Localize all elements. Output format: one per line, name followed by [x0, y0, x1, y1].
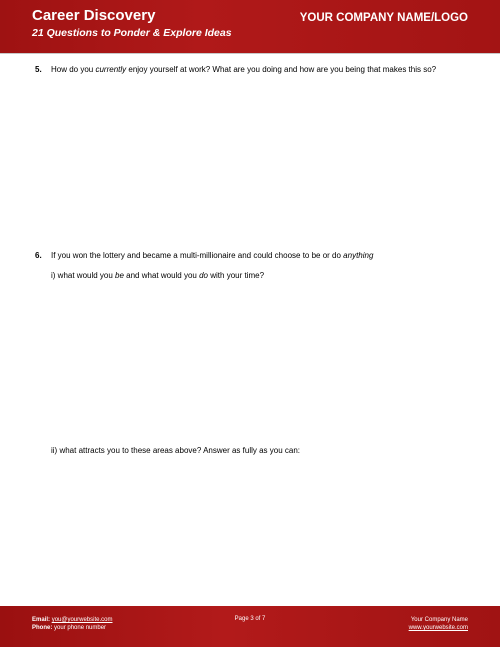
- question-6-sub-2: ii) what attracts you to these areas above? Answer as fully as you can:: [51, 446, 301, 455]
- sub-1-part-a: i) what would you: [51, 271, 116, 280]
- sub-1-part-c: with your time?: [208, 271, 265, 280]
- sub-1-part-b: and what would you: [123, 271, 200, 280]
- question-5-emphasis: currently: [95, 65, 127, 74]
- question-6-text-start: If you won the lottery and became a multi-millionaire and could choose to be or do: [51, 251, 344, 260]
- document-title: Career Discovery: [32, 7, 156, 24]
- email-link[interactable]: you@yourwebsite.com: [51, 617, 113, 623]
- question-5-text-end: enjoy yourself at work? What are you doing and how are you being that makes this so?: [126, 65, 437, 74]
- question-5-text-start: How do you: [51, 65, 96, 74]
- website-link[interactable]: www.yourwebsite.com: [408, 625, 468, 631]
- company-name: Your Company Name: [410, 617, 468, 623]
- sub-1-do: do: [199, 271, 209, 280]
- question-6-number: 6.: [35, 251, 42, 260]
- question-6-text: [51, 251, 373, 260]
- phone-label: Phone:: [32, 625, 53, 631]
- email-label: Email:: [32, 617, 51, 623]
- phone-value: your phone number: [54, 625, 107, 631]
- page-footer: [0, 606, 500, 647]
- question-6-emphasis: anything: [343, 251, 374, 260]
- sub-1-be: be: [115, 271, 124, 280]
- question-5-text: [51, 65, 436, 74]
- company-logo-text: YOUR COMPANY NAME/LOGO: [299, 12, 468, 24]
- question-6-sub-1: [51, 271, 264, 280]
- question-5-number: 5.: [35, 65, 42, 74]
- page-header: [0, 0, 500, 54]
- document-subtitle: 21 Questions to Ponder & Explore Ideas: [32, 27, 232, 39]
- footer-company: [409, 616, 468, 632]
- page-number: Page 3 of 7: [234, 616, 266, 622]
